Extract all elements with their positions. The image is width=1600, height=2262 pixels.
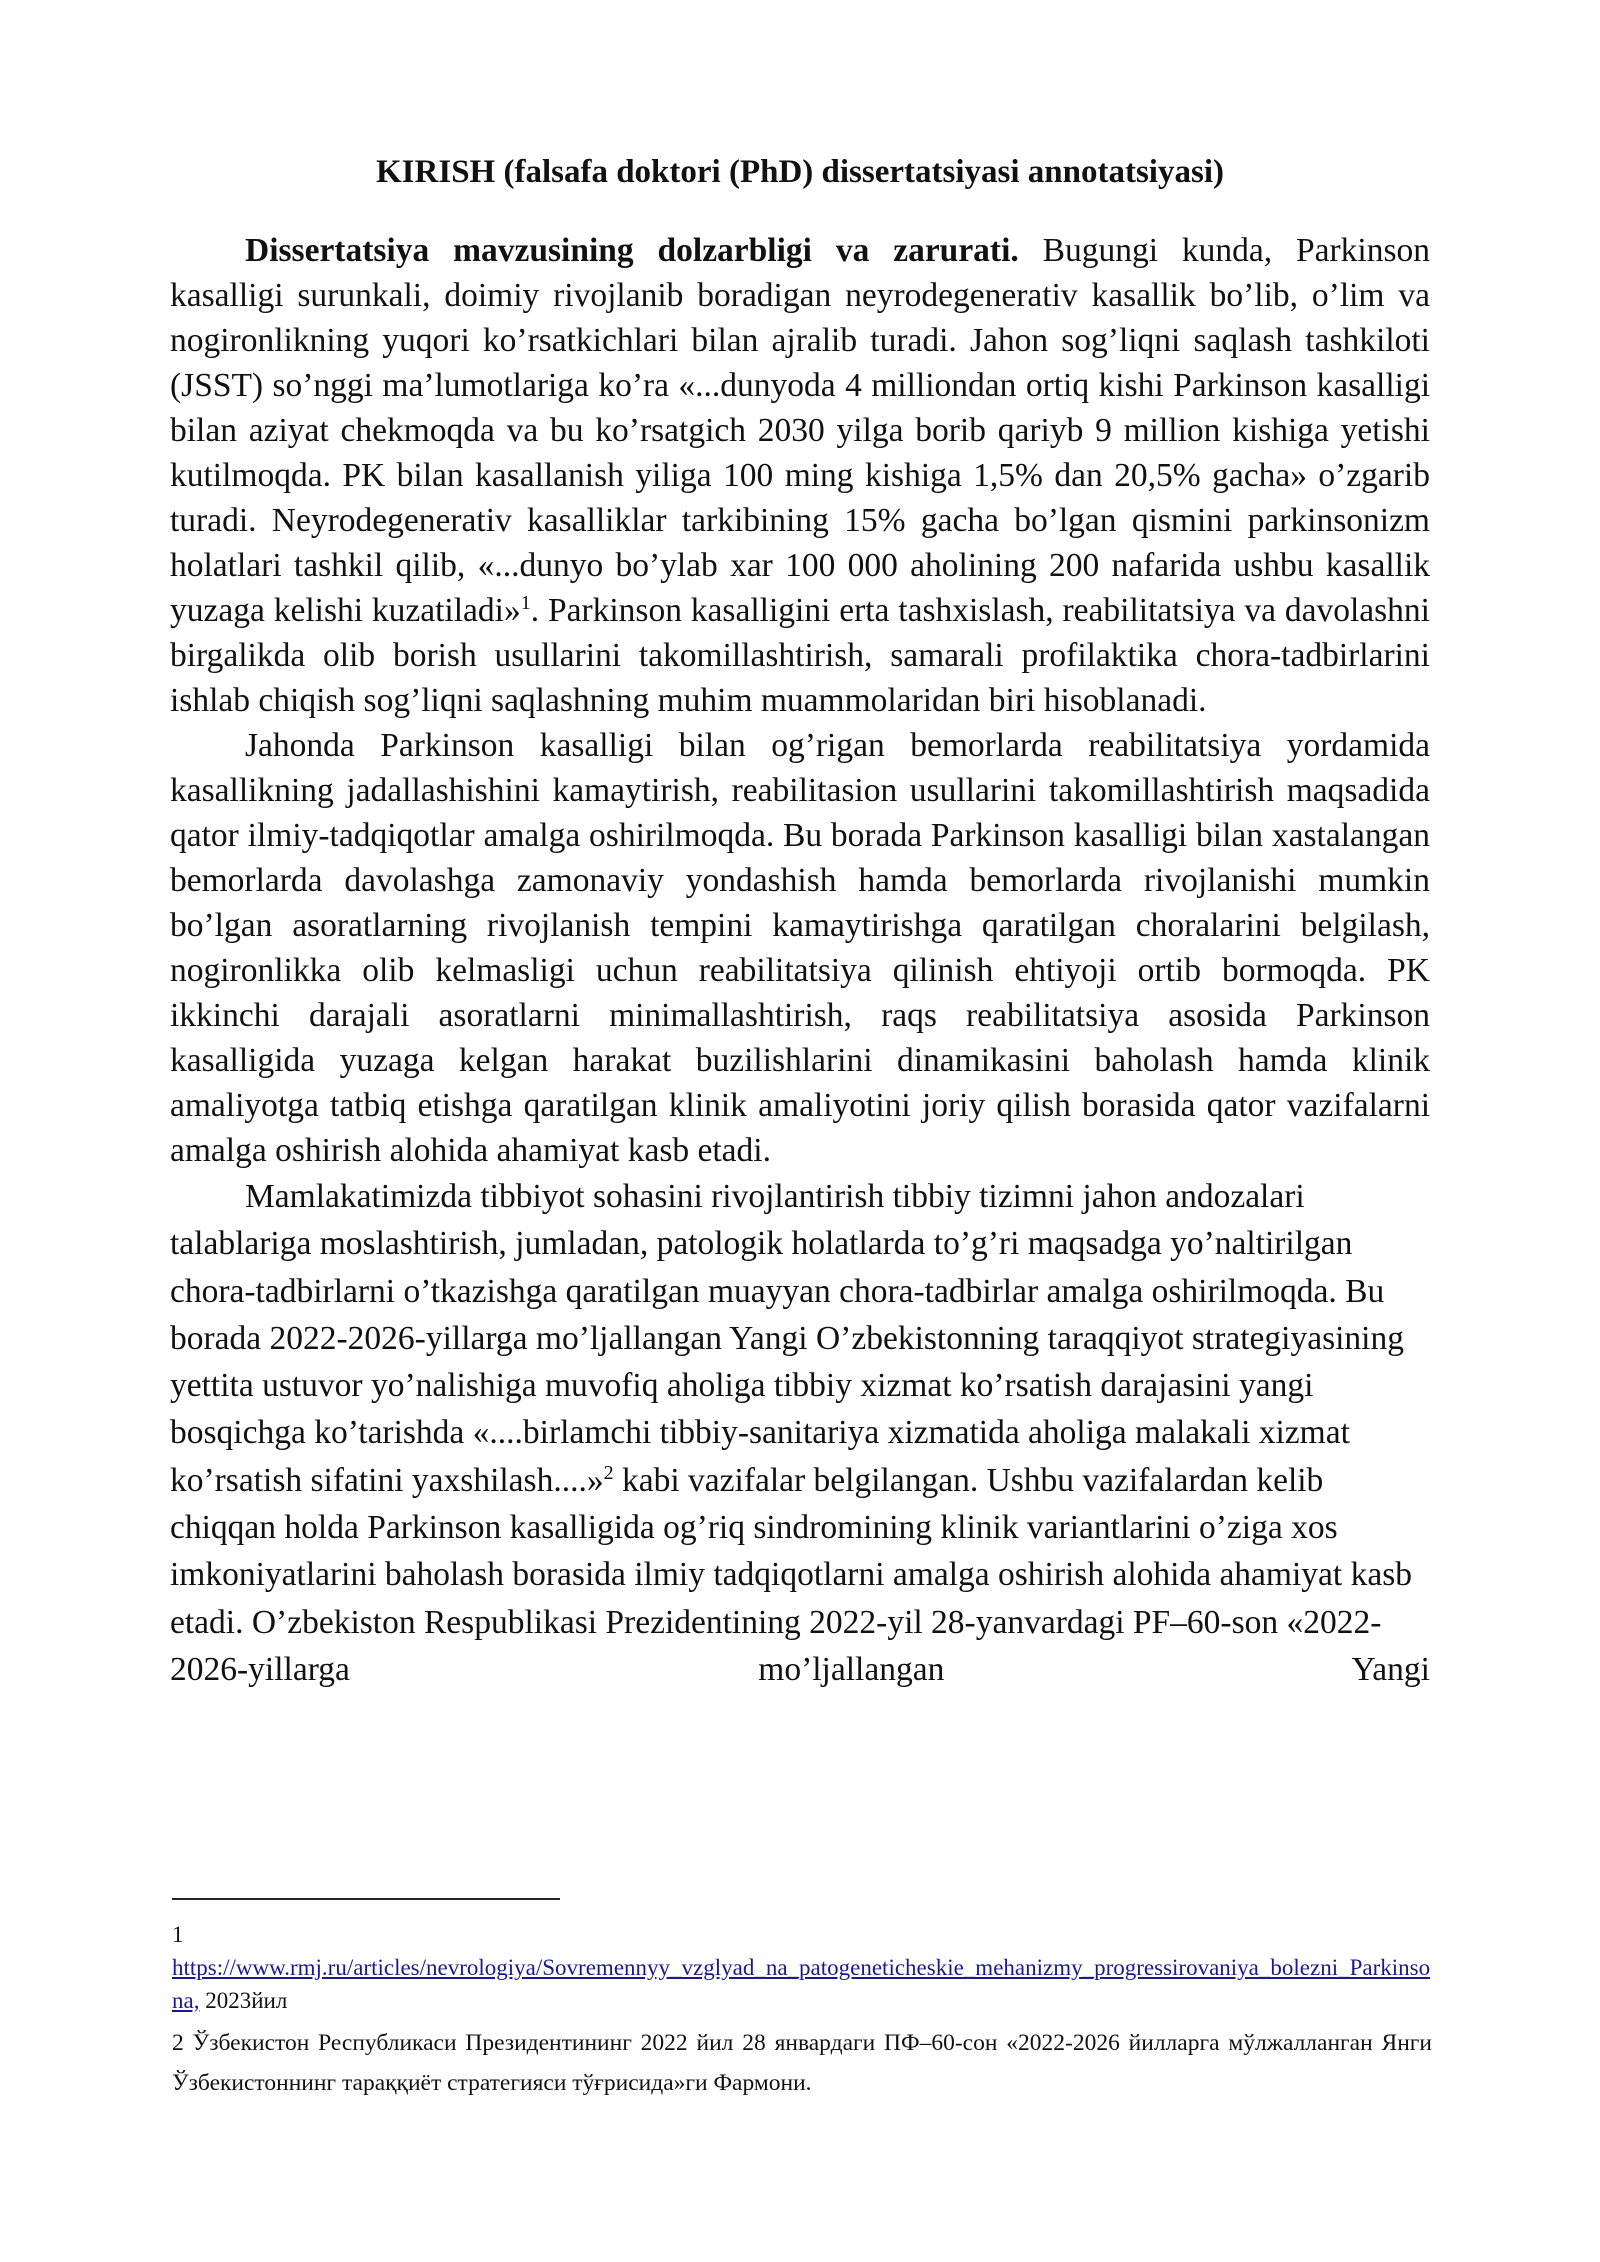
- footnote-ref-2[interactable]: 2: [603, 1461, 614, 1484]
- footnote-text: Ўзбекистон Республикаси Президентининг 2022 йил 28 январдаги ПФ–60-сон «2022-2026 йилларга мўлжалланган Янги Ўзбекистоннинг тараққиёт стратегияси тўғрисида»ги Фармони.: [172, 2030, 1432, 2096]
- paragraph-text: kabi vazifalar belgilangan. Ushbu vazifalardan kelib chiqqan holda Parkinson kasalligida og’riq sindromining klinik variantlarini o’ziga xos imkoniyatlarini baholash borasida ilmiy tadqiqotlarni amalga oshirish alohida ahamiyat kasb etadi. O’zbekiston Respublikasi Prezidentining 2022-yil 28-yanvardagi PF–60-son «2022-2026-yillarga mo’ljallangan Yangi: [170, 1461, 1430, 1688]
- footnote-2: [172, 2023, 1432, 2103]
- paragraph-text: Mamlakatimizda tibbiyot sohasini rivojlantirish tibbiy tizimni jahon andozalari talablariga moslashtirish, jumladan, patologik holatlarda to’g’ri maqsadga yo’naltirilgan chora-tadbirlarni o’tkazishga qaratilgan muayyan chora-tadbirlar amalga oshirilmoqda. Bu borada 2022-2026-yillarga mo’ljallangan Yangi O’zbekistonning taraqqiyot strategiyasining yettita ustuvor yo’nalishiga muvofiq aholiga tibbiy xizmat ko’rsatish darajasini yangi bosqichga ko’tarishda «....birlamchi tibbiy-sanitariya xizmatida aholiga malakali xizmat ko’rsatish sifatini yaxshilash....»: [170, 1178, 1404, 1499]
- paragraph-uzbekistan: [170, 1173, 1430, 1693]
- paragraph-lead-heading: Dissertatsiya mavzusining dolzarbligi va zarurati.: [245, 232, 1019, 269]
- page-title: KIRISH (falsafa doktori (PhD) dissertatsiyasi annotatsiyasi): [376, 154, 1224, 190]
- paragraph-text: Bugungi kunda, Parkinson kasalligi surunkali, doimiy rivojlanib boradigan neyrodegenerativ kasallik bo’lib, o’lim va nogironlikning yuqori ko’rsatkichlari bilan ajralib turadi. Jahon sog’liqni saqlash tashkiloti (JSST) so’nggi ma’lumotlariga ko’ra «...dunyoda 4 milliondan ortiq kishi Parkinson kasalligi bilan aziyat chekmoqda va bu ko’rsatgich 2030 yilga borib qariyb 9 million kishiga yetishi kutilmoqda. PK bilan kasallanish yiliga 100 ming kishiga 1,5% dan 20,5% gacha» o’zgarib turadi. Neyrodegenerativ kasalliklar tarkibining 15% gacha bo’lgan qismini parkinsonizm holatlari tashkil qilib, «...dunyo bo’ylab xar 100 000 aholining 200 nafarida ushbu kasallik yuzaga kelishi kuzatiladi»: [170, 232, 1430, 629]
- footnote-number: 1: [172, 1922, 184, 1947]
- footnote-link[interactable]: https://www.rmj.ru/articles/nevrologiya/Sovremennyy_vzglyad_na_patogeneticheskie_mehanizmy_progressirovaniya_bolezni_Parkinsona,: [172, 1955, 1431, 2013]
- footnote-separator: [172, 1898, 560, 1900]
- paragraph-text: . Parkinson kasalligini erta tashxislash, reabilitatsiya va davolashni birgalikda olib borish usullarini takomillashtirish, samarali profilaktika chora-tadbirlarini ishlab chiqish sog’liqni saqlashning muhim muammolaridan biri hisoblanadi.: [170, 592, 1430, 719]
- footnote-1: [172, 1918, 1432, 2017]
- footnotes: [172, 1918, 1432, 2109]
- footnote-ref-1[interactable]: 1: [520, 591, 531, 614]
- document-body: [170, 228, 1430, 1693]
- footnote-number: 2: [172, 2030, 184, 2056]
- footnote-year: 2023йил: [199, 1988, 288, 2013]
- paragraph-relevance: [170, 228, 1430, 723]
- paragraph-world-research: Jahonda Parkinson kasalligi bilan og’rigan bemorlarda reabilitatsiya yordamida kasallikning jadallashishini kamaytirish, reabilitasion usullarini takomillashtirish maqsadida qator ilmiy-tadqiqotlar amalga oshirilmoqda. Bu borada Parkinson kasalligi bilan xastalangan bemorlarda davolashga zamonaviy yondashish hamda bemorlarda rivojlanishi mumkin bo’lgan asoratlarning rivojlanish tempini kamaytirishga qaratilgan choralarini belgilash, nogironlikka olib kelmasligi uchun reabilitatsiya qilinish ehtiyoji ortib bormoqda. PK ikkinchi darajali asoratlarni minimallashtirish, raqs reabilitatsiya asosida Parkinson kasalligida yuzaga kelgan harakat buzilishlarini dinamikasini baholash hamda klinik amaliyotga tatbiq etishga qaratilgan klinik amaliyotini joriy qilish borasida qator vazifalarni amalga oshirish alohida ahamiyat kasb etadi.: [170, 727, 1430, 1169]
